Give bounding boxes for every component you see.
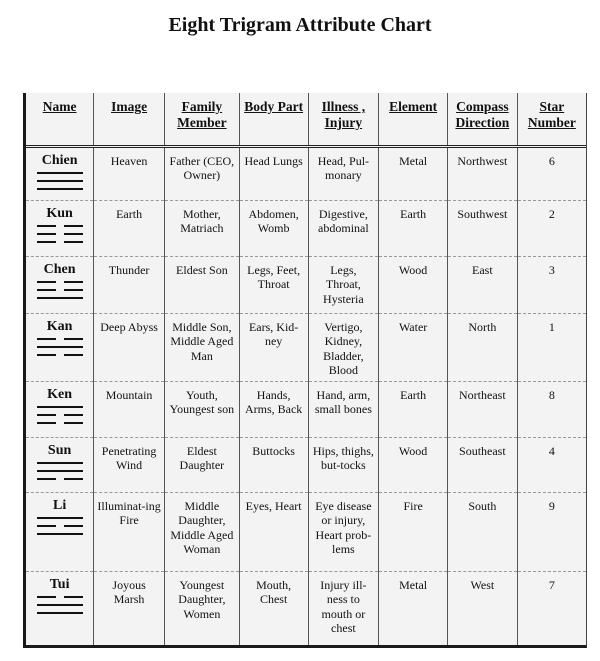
cell-compass-direction: West [447, 571, 517, 645]
line-segment [64, 422, 83, 424]
solid-line [37, 462, 83, 464]
line-segment [37, 233, 56, 235]
trigram-name-cell [26, 313, 94, 381]
trigram-symbol-icon [37, 406, 83, 424]
trigram-name: Kan [46, 318, 73, 334]
line-segment [37, 225, 56, 227]
trigram-symbol-icon [37, 596, 83, 614]
cell-image: Illuminat-ing Fire [94, 492, 165, 571]
line-segment [37, 517, 83, 519]
broken-line [37, 225, 83, 227]
cell-family-member: Mother, Matriach [164, 200, 239, 256]
cell-star-number: 9 [517, 492, 586, 571]
header-name: Name [26, 93, 94, 146]
solid-line [37, 297, 83, 299]
line-segment [64, 338, 83, 340]
line-segment [64, 241, 83, 243]
line-segment [37, 478, 56, 480]
cell-element: Earth [379, 200, 448, 256]
line-segment [37, 241, 56, 243]
cell-image: Thunder [94, 256, 165, 313]
cell-element: Wood [379, 256, 448, 313]
cell-illness-injury: Digestive, abdominal [308, 200, 379, 256]
header-image: Image [94, 93, 165, 146]
cell-compass-direction: Northeast [447, 381, 517, 437]
line-segment [37, 414, 56, 416]
header-body-part: Body Part [239, 93, 308, 146]
line-segment [37, 612, 83, 614]
line-segment [37, 525, 56, 527]
cell-image: Mountain [94, 381, 165, 437]
cell-family-member: Middle Daughter, Middle Aged Woman [164, 492, 239, 571]
line-segment [37, 297, 83, 299]
page-title: Eight Trigram Attribute Chart [168, 14, 432, 36]
cell-compass-direction: Northwest [447, 146, 517, 200]
table-row [26, 200, 586, 256]
line-segment [37, 289, 56, 291]
line-segment [37, 470, 83, 472]
table-row [26, 381, 586, 437]
broken-line [37, 596, 83, 598]
table-row [26, 313, 586, 381]
solid-line [37, 346, 83, 348]
cell-image: Deep Abyss [94, 313, 165, 381]
line-segment [64, 289, 83, 291]
broken-line [37, 289, 83, 291]
cell-image: Penetrating Wind [94, 437, 165, 492]
cell-image: Heaven [94, 146, 165, 200]
solid-line [37, 533, 83, 535]
broken-line [37, 338, 83, 340]
cell-star-number: 7 [517, 571, 586, 645]
broken-line [37, 281, 83, 283]
cell-image: Earth [94, 200, 165, 256]
line-segment [37, 462, 83, 464]
cell-illness-injury: Hand, arm, small bones [308, 381, 379, 437]
cell-body-part: Legs, Feet, Throat [239, 256, 308, 313]
header-element: Element [379, 93, 448, 146]
trigram-symbol-icon [37, 338, 83, 356]
cell-compass-direction: Southeast [447, 437, 517, 492]
trigram-name-cell [26, 492, 94, 571]
cell-family-member: Father (CEO, Owner) [164, 146, 239, 200]
cell-family-member: Youth, Youngest son [164, 381, 239, 437]
cell-body-part: Mouth, Chest [239, 571, 308, 645]
cell-illness-injury: Hips, thighs, but-tocks [308, 437, 379, 492]
line-segment [64, 233, 83, 235]
line-segment [64, 525, 83, 527]
line-segment [64, 281, 83, 283]
cell-star-number: 8 [517, 381, 586, 437]
cell-element: Metal [379, 571, 448, 645]
line-segment [37, 346, 83, 348]
trigram-name-cell [26, 256, 94, 313]
line-segment [37, 596, 56, 598]
cell-compass-direction: East [447, 256, 517, 313]
solid-line [37, 612, 83, 614]
cell-body-part: Buttocks [239, 437, 308, 492]
trigram-symbol-icon [37, 281, 83, 299]
cell-body-part: Ears, Kid-ney [239, 313, 308, 381]
trigram-symbol-icon [37, 225, 83, 243]
cell-star-number: 1 [517, 313, 586, 381]
cell-element: Earth [379, 381, 448, 437]
header-star-number: Star Number [517, 93, 586, 146]
cell-star-number: 3 [517, 256, 586, 313]
header-row [26, 93, 586, 146]
solid-line [37, 180, 83, 182]
trigram-name: Chen [43, 261, 76, 277]
table-row [26, 437, 586, 492]
cell-compass-direction: North [447, 313, 517, 381]
trigram-name-cell [26, 437, 94, 492]
trigram-name: Sun [47, 442, 72, 458]
line-segment [37, 281, 56, 283]
cell-illness-injury: Eye disease or injury, Heart prob-lems [308, 492, 379, 571]
cell-image: Joyous Marsh [94, 571, 165, 645]
line-segment [64, 354, 83, 356]
solid-line [37, 172, 83, 174]
cell-element: Fire [379, 492, 448, 571]
line-segment [37, 533, 83, 535]
header-family-member: Family Member [164, 93, 239, 146]
table-row [26, 146, 586, 200]
cell-compass-direction: Southwest [447, 200, 517, 256]
cell-illness-injury: Vertigo, Kidney, Bladder, Blood [308, 313, 379, 381]
table-row [26, 492, 586, 571]
cell-illness-injury: Legs, Throat, Hysteria [308, 256, 379, 313]
cell-element: Wood [379, 437, 448, 492]
cell-body-part: Head Lungs [239, 146, 308, 200]
cell-body-part: Eyes, Heart [239, 492, 308, 571]
line-segment [37, 338, 56, 340]
trigram-name-cell [26, 200, 94, 256]
cell-illness-injury: Injury ill-ness to mouth or chest [308, 571, 379, 645]
cell-family-member: Youngest Daughter, Women [164, 571, 239, 645]
header-illness-injury: Illness , Injury [308, 93, 379, 146]
table-row [26, 571, 586, 645]
cell-illness-injury: Head, Pul-monary [308, 146, 379, 200]
cell-family-member: Middle Son, Middle Aged Man [164, 313, 239, 381]
trigram-table-frame [23, 93, 587, 648]
trigram-name: Li [52, 497, 67, 513]
line-segment [37, 406, 83, 408]
line-segment [37, 354, 56, 356]
trigram-symbol-icon [37, 462, 83, 480]
line-segment [64, 596, 83, 598]
trigram-name: Kun [46, 205, 73, 221]
trigram-symbol-icon [37, 517, 83, 535]
solid-line [37, 406, 83, 408]
line-segment [64, 225, 83, 227]
broken-line [37, 241, 83, 243]
line-segment [37, 604, 83, 606]
line-segment [64, 414, 83, 416]
line-segment [37, 422, 56, 424]
cell-family-member: Eldest Son [164, 256, 239, 313]
broken-line [37, 478, 83, 480]
solid-line [37, 188, 83, 190]
solid-line [37, 470, 83, 472]
trigram-symbol-icon [37, 172, 83, 190]
trigram-attribute-table [26, 93, 586, 645]
trigram-name: Tui [49, 576, 70, 592]
trigram-name-cell [26, 571, 94, 645]
cell-body-part: Abdomen, Womb [239, 200, 308, 256]
table-row [26, 256, 586, 313]
broken-line [37, 422, 83, 424]
cell-family-member: Eldest Daughter [164, 437, 239, 492]
solid-line [37, 604, 83, 606]
trigram-name-cell [26, 146, 94, 200]
line-segment [64, 478, 83, 480]
line-segment [37, 180, 83, 182]
broken-line [37, 414, 83, 416]
line-segment [37, 188, 83, 190]
broken-line [37, 525, 83, 527]
solid-line [37, 517, 83, 519]
cell-star-number: 4 [517, 437, 586, 492]
cell-element: Metal [379, 146, 448, 200]
broken-line [37, 354, 83, 356]
cell-body-part: Hands, Arms, Back [239, 381, 308, 437]
cell-star-number: 6 [517, 146, 586, 200]
trigram-name: Chien [41, 152, 78, 168]
broken-line [37, 233, 83, 235]
cell-star-number: 2 [517, 200, 586, 256]
trigram-name: Ken [47, 386, 73, 402]
header-compass-direction: Compass Direction [447, 93, 517, 146]
trigram-name-cell [26, 381, 94, 437]
cell-compass-direction: South [447, 492, 517, 571]
cell-element: Water [379, 313, 448, 381]
line-segment [37, 172, 83, 174]
